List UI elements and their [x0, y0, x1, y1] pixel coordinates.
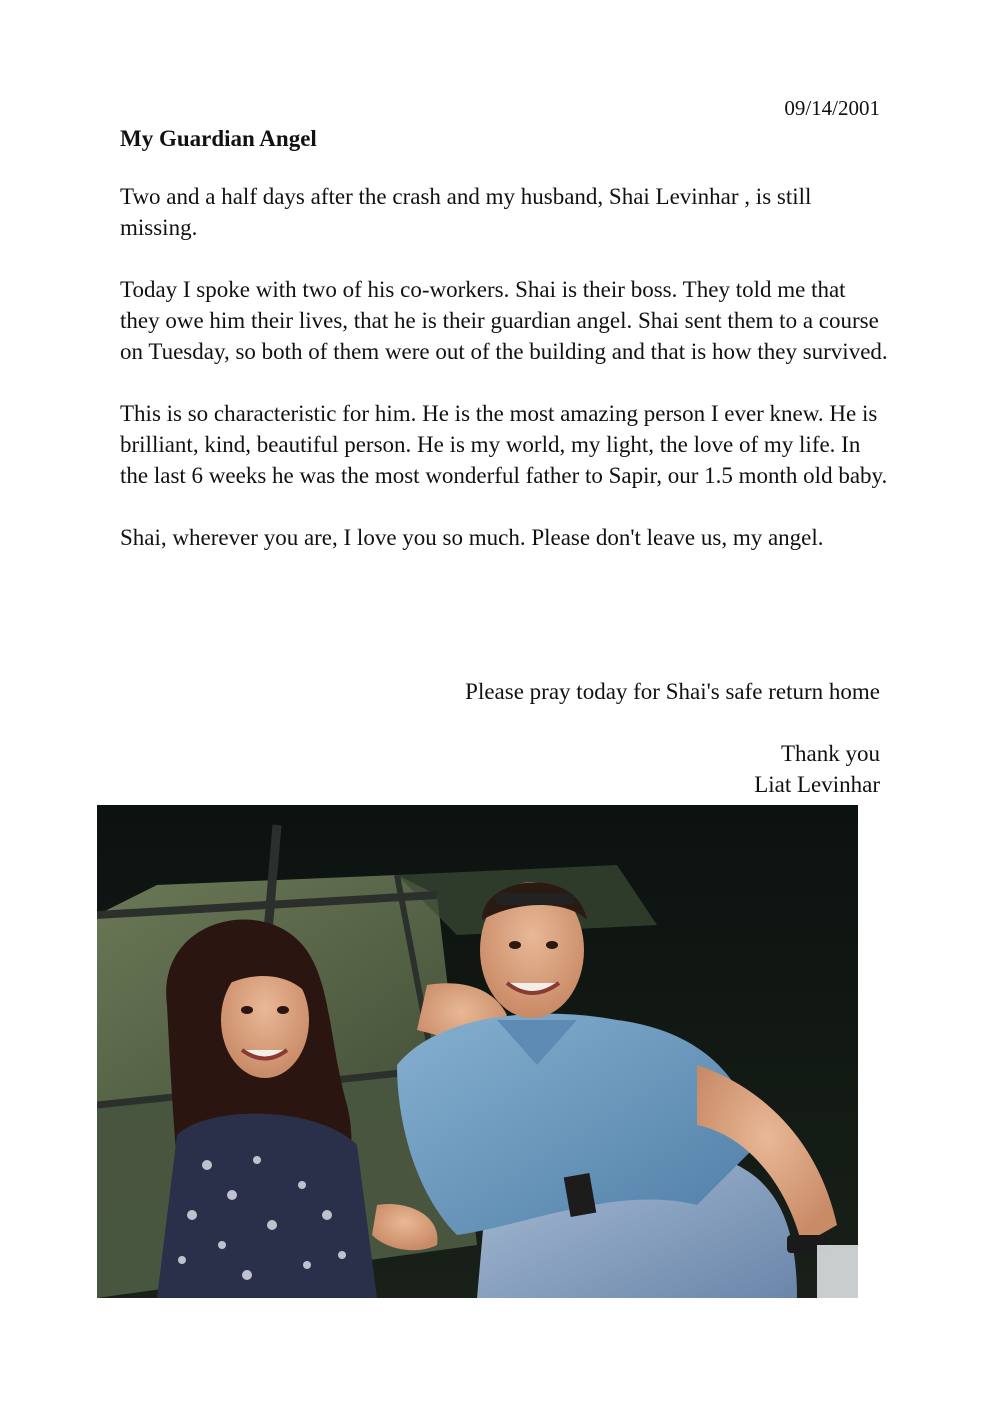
thanks-line: Thank you — [780, 741, 880, 766]
paragraph: Today I spoke with two of his co-workers. Shai is their boss. They told me that they owe him their lives, that he is their guardian angel. Shai sent them to a course on Tuesday, so both of them were out of the building and that is how they survived. — [120, 277, 888, 364]
letter-date: 09/14/2001 — [784, 96, 880, 120]
paragraph: Two and a half days after the crash and my husband, Shai Levinhar , is still missing. — [120, 184, 812, 240]
paragraph: Shai, wherever you are, I love you so much. Please don't leave us, my angel. — [120, 525, 824, 550]
signoff — [754, 738, 880, 800]
couple-photo — [97, 805, 858, 1298]
closing-request: Please pray today for Shai's safe return home — [465, 679, 880, 704]
couple-photo-illustration — [97, 805, 858, 1298]
letter-title: My Guardian Angel — [120, 126, 317, 151]
paragraph: This is so characteristic for him. He is the most amazing person I ever knew. He is brilliant, kind, beautiful person. He is my world, my light, the love of my life. In the last 6 weeks he was the most wonderful father to Sapir, our 1.5 month old baby. — [120, 401, 888, 488]
signature: Liat Levinhar — [754, 772, 880, 797]
letter-body — [120, 181, 890, 584]
